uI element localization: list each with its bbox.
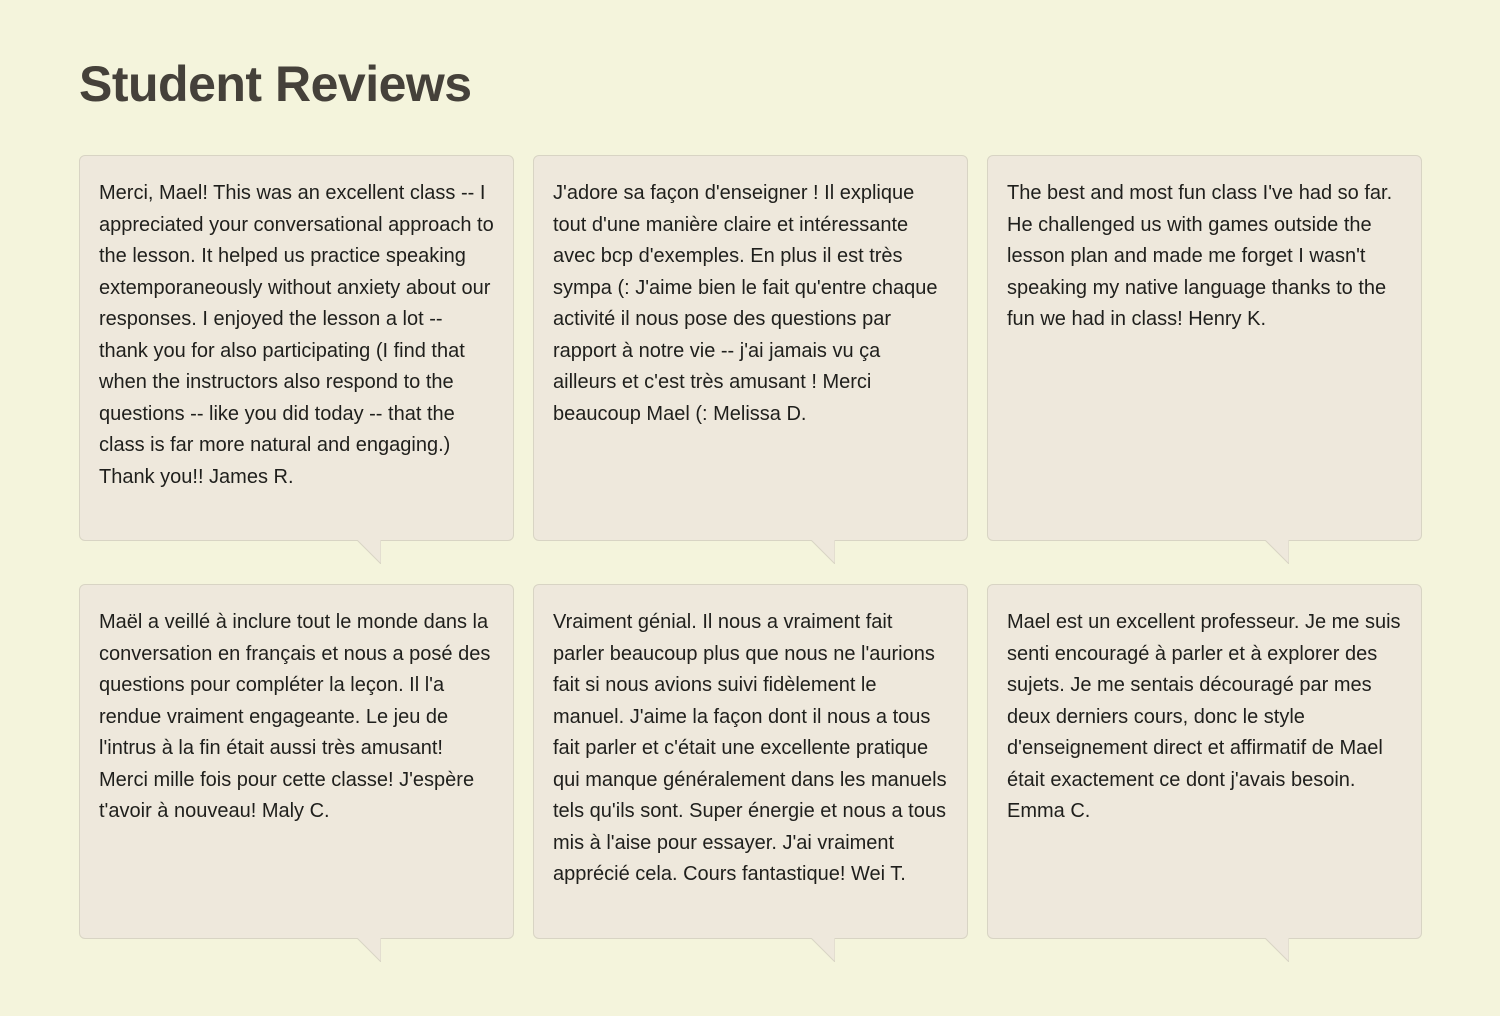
speech-bubble-tail-icon	[357, 938, 381, 962]
review-text: The best and most fun class I've had so far. He challenged us with games outside the lesson plan and made me forget I wasn't speaking my native language thanks to the fun we had in class! Henry K.	[1007, 182, 1393, 330]
speech-bubble-tail-icon	[811, 938, 835, 962]
speech-bubble-tail-icon	[1265, 938, 1289, 962]
review-card	[533, 584, 968, 939]
speech-bubble-tail-icon	[811, 540, 835, 564]
review-card	[987, 155, 1422, 541]
review-card	[79, 155, 514, 541]
review-text: Merci, Mael! This was an excellent class -- I appreciated your conversational approach to the lesson. It helped us practice speaking extemporaneously without anxiety about our responses. I enjoyed the lesson a lot -- thank you for also participating (I find that when the instructors also respond to the questions -- like you did today -- that the class is far more natural and engaging.) Thank you!! James R.	[99, 182, 494, 488]
review-text: J'adore sa façon d'enseigner ! Il explique tout d'une manière claire et intéressante avec bcp d'exemples. En plus il est très sympa (: J'aime bien le fait qu'entre chaque activité il nous pose des questions par rapport à notre vie -- j'ai jamais vu ça ailleurs et c'est très amusant ! Merci beaucoup Mael (: Melissa D.	[553, 182, 938, 425]
page-title: Student Reviews	[79, 56, 472, 112]
speech-bubble-tail-icon	[1265, 540, 1289, 564]
speech-bubble-tail-icon	[357, 540, 381, 564]
review-card	[533, 155, 968, 541]
reviews-grid	[79, 155, 1422, 939]
review-card	[987, 584, 1422, 939]
review-text: Mael est un excellent professeur. Je me suis senti encouragé à parler et à explorer des sujets. Je me sentais découragé par mes deux derniers cours, donc le style d'enseignement direct et affirmatif de Mael était exactement ce dont j'avais besoin. Emma C.	[1007, 611, 1401, 822]
review-text: Maël a veillé à inclure tout le monde dans la conversation en français et nous a posé des questions pour compléter la leçon. Il l'a rendue vraiment engageante. Le jeu de l'intrus à la fin était aussi très amusant! Merci mille fois pour cette classe! J'espère t'avoir à nouveau! Maly C.	[99, 611, 491, 822]
review-text: Vraiment génial. Il nous a vraiment fait parler beaucoup plus que nous ne l'aurions fait si nous avions suivi fidèlement le manuel. J'aime la façon dont il nous a tous fait parler et c'était une excellente pratique qui manque généralement dans les manuels tels qu'ils sont. Super énergie et nous a tous mis à l'aise pour essayer. J'ai vraiment apprécié cela. Cours fantastique! Wei T.	[553, 611, 947, 885]
review-card	[79, 584, 514, 939]
